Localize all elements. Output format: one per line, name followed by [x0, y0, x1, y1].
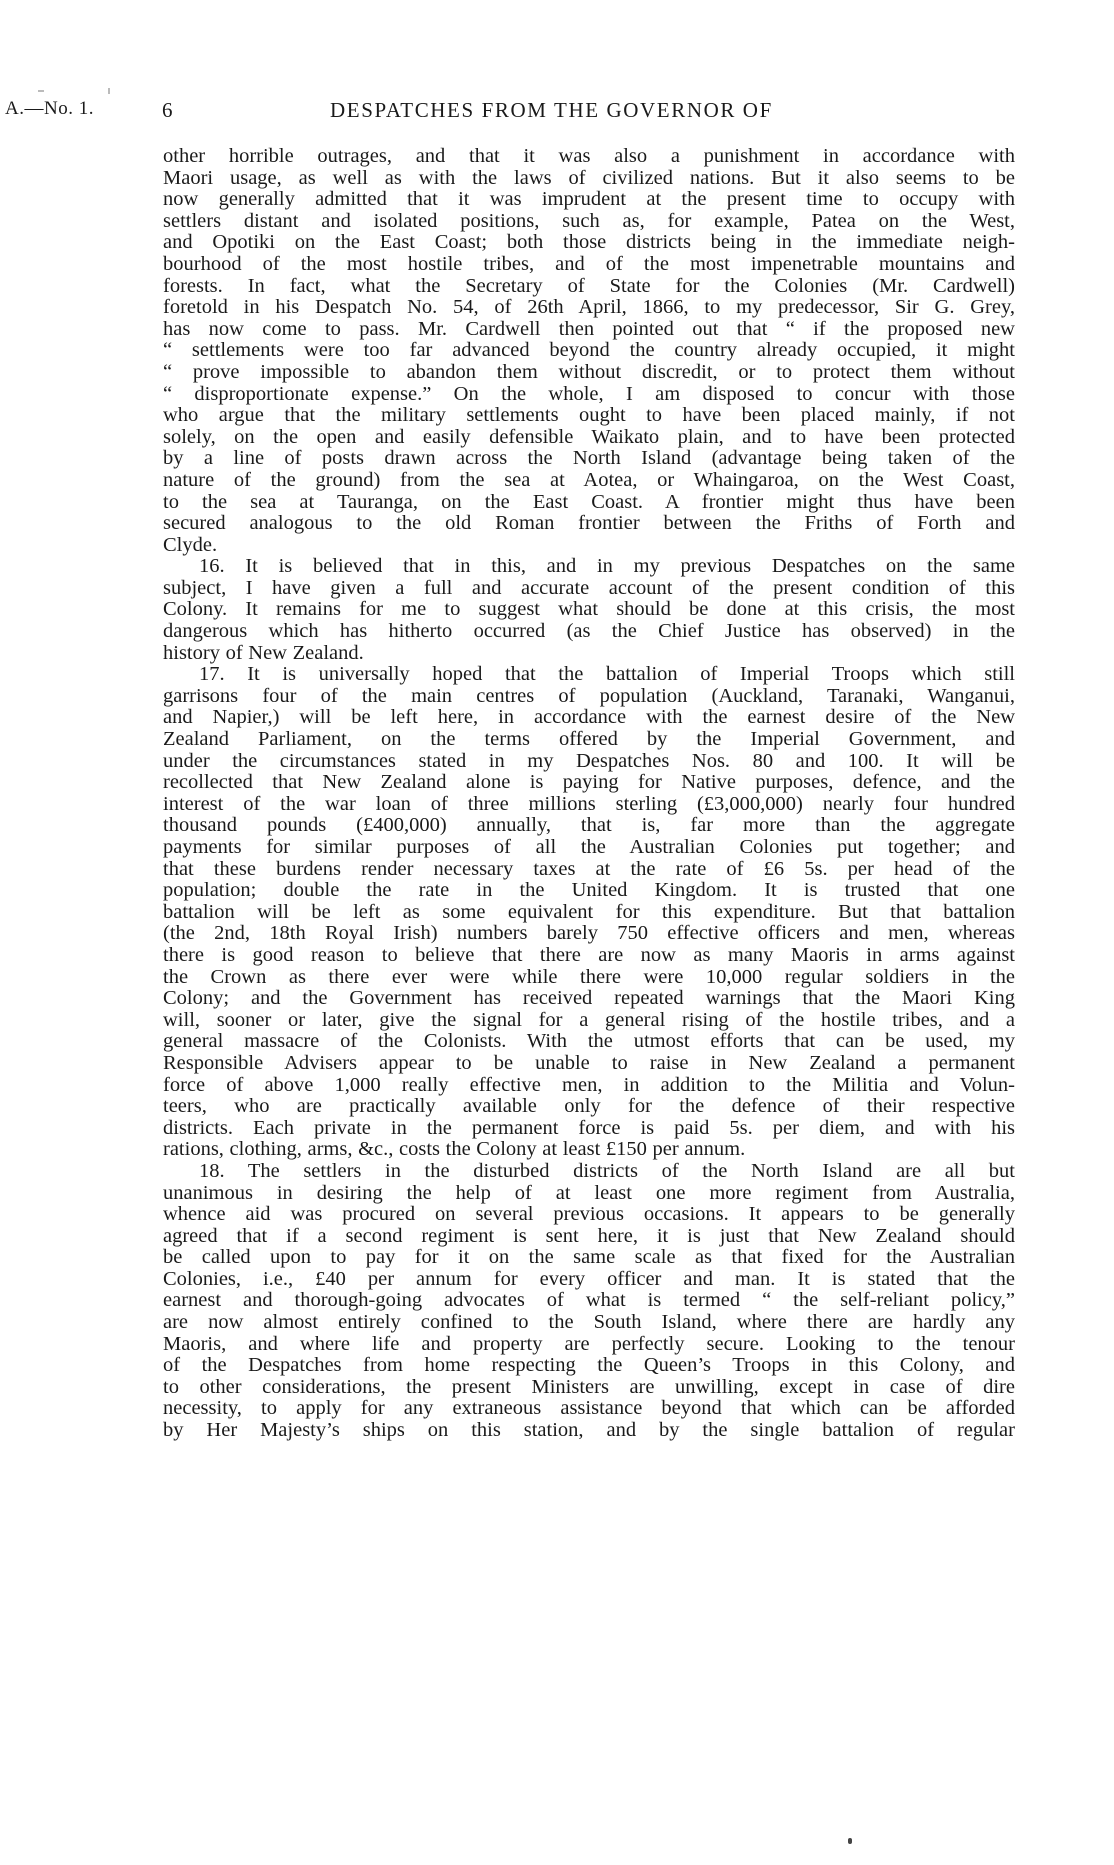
text-line: nature of the ground) from the sea at Aotea, or Whaingaroa, on the West Coast,	[163, 468, 1015, 491]
text-line: foretold in his Despatch No. 54, of 26th April, 1866, to my predecessor, Sir G. Grey,	[163, 296, 1015, 319]
text-line: of the Despatches from home respecting the Queen’s Troops in this Colony, and	[163, 1354, 1015, 1377]
margin-mark	[38, 90, 44, 92]
text-line: payments for similar purposes of all the Australian Colonies put together; and	[163, 836, 1015, 858]
paragraph-17-start: 17. It is universally hoped that the battalion of Imperial Troops which still	[199, 663, 1015, 686]
text-line: settlers distant and isolated positions, such as, for example, Patea on the West,	[163, 209, 1015, 232]
text-line: thousand pounds (£400,000) annually, that is, far more than the aggregate	[163, 814, 1015, 837]
page-number: 6	[162, 98, 173, 122]
text-line: rations, clothing, arms, &c., costs the Colony at least £150 per annum.	[163, 1138, 746, 1161]
document-reference: A.—No. 1.	[5, 98, 94, 119]
text-line: by a line of posts drawn across the North Island (advantage being taken of the	[163, 447, 1015, 470]
text-line: to other considerations, the present Ministers are unwilling, except in case of dire	[163, 1375, 1015, 1398]
text-line: recollected that New Zealand alone is paying for Native purposes, defence, and the	[163, 771, 1015, 794]
text-line: unanimous in desiring the help of at least one more regiment from Australia,	[163, 1181, 1015, 1204]
text-line: general massacre of the Colonists. With the utmost efforts that can be used, my	[163, 1030, 1015, 1053]
running-title: DESPATCHES FROM THE GOVERNOR OF	[330, 98, 773, 122]
text-line: interest of the war loan of three millions sterling (£3,000,000) nearly four hundred	[163, 792, 1015, 815]
body-text	[163, 146, 1015, 1442]
paragraph-16-start: 16. It is believed that in this, and in my previous Despatches on the same	[199, 555, 1015, 578]
text-line: and Napier,) will be left here, in accordance with the earnest desire of the New	[163, 706, 1015, 729]
text-line: by Her Majesty’s ships on this station, and by the single battalion of regular	[163, 1419, 1015, 1442]
paragraph-18-start: 18. The settlers in the disturbed districts of the North Island are all but	[199, 1159, 1015, 1182]
text-line: forests. In fact, what the Secretary of State for the Colonies (Mr. Cardwell)	[163, 274, 1015, 297]
print-speck	[848, 1838, 852, 1844]
text-line: garrisons four of the main centres of population (Auckland, Taranaki, Wanganui,	[163, 684, 1015, 707]
text-line: (the 2nd, 18th Royal Irish) numbers barely 750 effective officers and men, whereas	[163, 922, 1015, 945]
text-line: solely, on the open and easily defensible Waikato plain, and to have been protected	[163, 425, 1015, 448]
text-line: “ settlements were too far advanced beyond the country already occupied, it might	[163, 339, 1015, 362]
text-line: Clyde.	[163, 533, 218, 556]
text-line: “ disproportionate expense.” On the whole, I am disposed to concur with those	[163, 382, 1015, 405]
text-line: “ prove impossible to abandon them without discredit, or to protect them without	[163, 360, 1015, 383]
text-line: districts. Each private in the permanent force is paid 5s. per diem, and with his	[163, 1116, 1015, 1139]
text-line: necessity, to apply for any extraneous assistance beyond that which can be afforded	[163, 1397, 1015, 1420]
text-line: now generally admitted that it was imprudent at the present time to occupy with	[163, 188, 1015, 211]
margin-mark	[108, 88, 110, 94]
text-line: are now almost entirely confined to the South Island, where there are hardly any	[163, 1311, 1015, 1334]
text-line: Maoris, and where life and property are perfectly secure. Looking to the tenour	[163, 1332, 1015, 1355]
text-line: bourhood of the most hostile tribes, and of the most impenetrable mountains and	[163, 252, 1015, 275]
text-line: Colony. It remains for me to suggest what should be done at this crisis, the most	[163, 598, 1015, 621]
text-line: other horrible outrages, and that it was also a punishment in accordance with	[163, 145, 1015, 167]
text-line: and Opotiki on the East Coast; both those districts being in the immediate neigh-	[163, 231, 1015, 254]
text-line: will, sooner or later, give the signal for a general rising of the hostile tribes, and a	[163, 1008, 1015, 1031]
text-line: history of New Zealand.	[163, 641, 364, 664]
text-line: be called upon to pay for it on the same scale as that fixed for the Australian	[163, 1246, 1015, 1269]
text-line: agreed that if a second regiment is sent here, it is just that New Zealand should	[163, 1224, 1015, 1247]
text-line: Responsible Advisers appear to be unable to raise in New Zealand a permanent	[163, 1051, 1015, 1074]
text-line: the Crown as there ever were while there were 10,000 regular soldiers in the	[163, 965, 1015, 988]
text-line: population; double the rate in the United Kingdom. It is trusted that one	[163, 879, 1015, 902]
text-line: who argue that the military settlements ought to have been placed mainly, if not	[163, 404, 1015, 427]
text-line: has now come to pass. Mr. Cardwell then pointed out that “ if the proposed new	[163, 317, 1015, 340]
text-line: Zealand Parliament, on the terms offered by the Imperial Government, and	[163, 728, 1015, 751]
text-line: that these burdens render necessary taxes at the rate of £6 5s. per head of the	[163, 857, 1015, 880]
text-line: there is good reason to believe that there are now as many Maoris in arms against	[163, 943, 1015, 966]
text-line: battalion will be left as some equivalent for this expenditure. But that battalion	[163, 900, 1015, 923]
text-line: whence aid was procured on several previous occasions. It appears to be generally	[163, 1203, 1015, 1226]
text-line: subject, I have given a full and accurate account of the present condition of this	[163, 576, 1015, 599]
text-line: force of above 1,000 really effective men, in addition to the Militia and Volun-	[163, 1073, 1015, 1096]
text-line: Colony; and the Government has received repeated warnings that the Maori King	[163, 987, 1015, 1010]
text-line: secured analogous to the old Roman frontier between the Friths of Forth and	[163, 512, 1015, 535]
text-line: to the sea at Tauranga, on the East Coast. A frontier might thus have been	[163, 490, 1015, 513]
text-line: teers, who are practically available only for the defence of their respective	[163, 1095, 1015, 1118]
text-line: under the circumstances stated in my Despatches Nos. 80 and 100. It will be	[163, 749, 1015, 772]
text-line: dangerous which has hitherto occurred (as the Chief Justice has observed) in the	[163, 620, 1015, 643]
text-line: Maori usage, as well as with the laws of civilized nations. But it also seems to be	[163, 166, 1015, 189]
text-line: earnest and thorough-going advocates of what is termed “ the self-reliant policy,”	[163, 1289, 1015, 1312]
page-header	[0, 98, 1114, 128]
text-line: Colonies, i.e., £40 per annum for every officer and man. It is stated that the	[163, 1267, 1015, 1290]
